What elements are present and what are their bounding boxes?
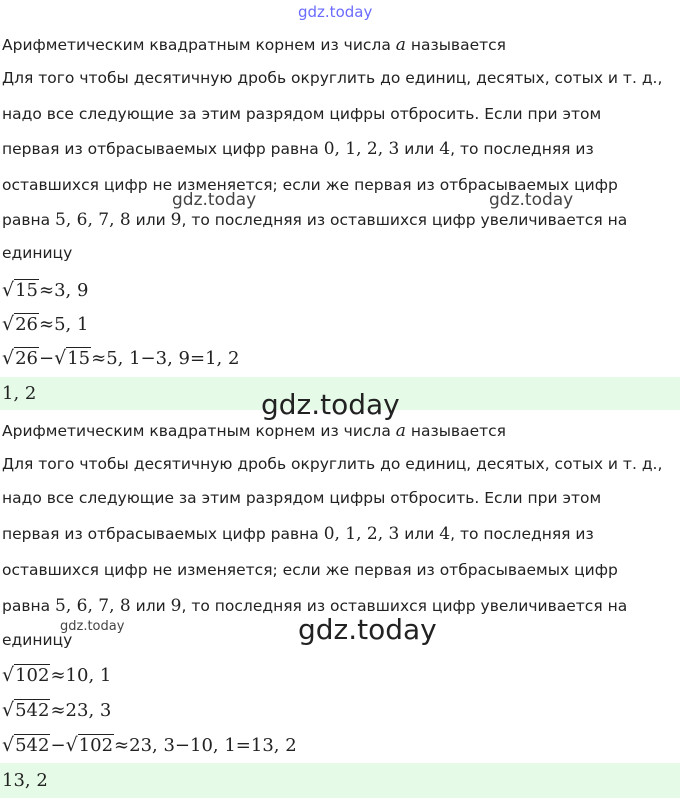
sqrt: √26 — [2, 313, 39, 335]
sqrt: √26 — [2, 347, 39, 369]
sqrt: √15 — [54, 347, 91, 369]
answer-value: 1, 2 — [2, 383, 37, 404]
rule-line-6: единицу — [2, 244, 73, 262]
watermark-big-lower: gdz.today — [298, 613, 437, 646]
watermark-mid-right: gdz.today — [489, 190, 574, 210]
rule-line-1: Для того чтобы десятичную дробь округлить до единиц, десятых, сотых и т. д., — [2, 455, 663, 473]
answer-box — [0, 763, 680, 798]
formula-1: √15≈3, 9 — [2, 279, 89, 301]
var-a: a — [395, 421, 406, 441]
sqrt: √102 — [65, 734, 114, 756]
watermark-big-center: gdz.today — [261, 388, 400, 421]
rule-line-4: оставшихся цифр не изменяется; если же первая из отбрасываемых цифр — [2, 561, 618, 579]
rule-line-6: единицу — [2, 631, 73, 649]
formula-3: √26−√15≈5, 1−3, 9=1, 2 — [2, 347, 240, 369]
formula-2: √542≈23, 3 — [2, 699, 112, 721]
sqrt: √15 — [2, 279, 39, 301]
rule-line-5: равна 5, 6, 7, 8 или 9, то последняя из оставшихся цифр увеличивается на — [2, 596, 628, 616]
formula-2: √26≈5, 1 — [2, 313, 89, 335]
sqrt: √542 — [2, 734, 50, 756]
rule-line-3: первая из отбрасываемых цифр равна 0, 1, 2, 3 или 4, то последняя из — [2, 524, 594, 544]
definition-line: Арифметическим квадратным корнем из числа a называется — [2, 421, 506, 441]
rule-line-3: первая из отбрасываемых цифр равна 0, 1, 2, 3 или 4, то последняя из — [2, 139, 594, 159]
formula-1: √102≈10, 1 — [2, 664, 112, 686]
rule-line-1: Для того чтобы десятичную дробь округлить до единиц, десятых, сотых и т. д., — [2, 69, 663, 87]
formula-3: √542−√102≈23, 3−10, 1=13, 2 — [2, 734, 297, 756]
sqrt: √542 — [2, 699, 50, 721]
sqrt: √102 — [2, 664, 50, 686]
answer-value: 13, 2 — [2, 770, 48, 791]
rule-line-2: надо все следующие за этим разрядом цифры отбросить. Если при этом — [2, 105, 602, 123]
rule-line-4: оставшихся цифр не изменяется; если же первая из отбрасываемых цифр — [2, 176, 618, 194]
watermark-mid-left: gdz.today — [172, 190, 257, 210]
definition-line: Арифметическим квадратным корнем из числа a называется — [2, 35, 506, 55]
rule-line-5: равна 5, 6, 7, 8 или 9, то последняя из оставшихся цифр увеличивается на — [2, 210, 628, 230]
watermark-top: gdz.today — [298, 3, 373, 21]
watermark-small-left: gdz.today — [60, 619, 125, 634]
rule-line-2: надо все следующие за этим разрядом цифры отбросить. Если при этом — [2, 489, 602, 507]
var-a: a — [395, 35, 406, 55]
